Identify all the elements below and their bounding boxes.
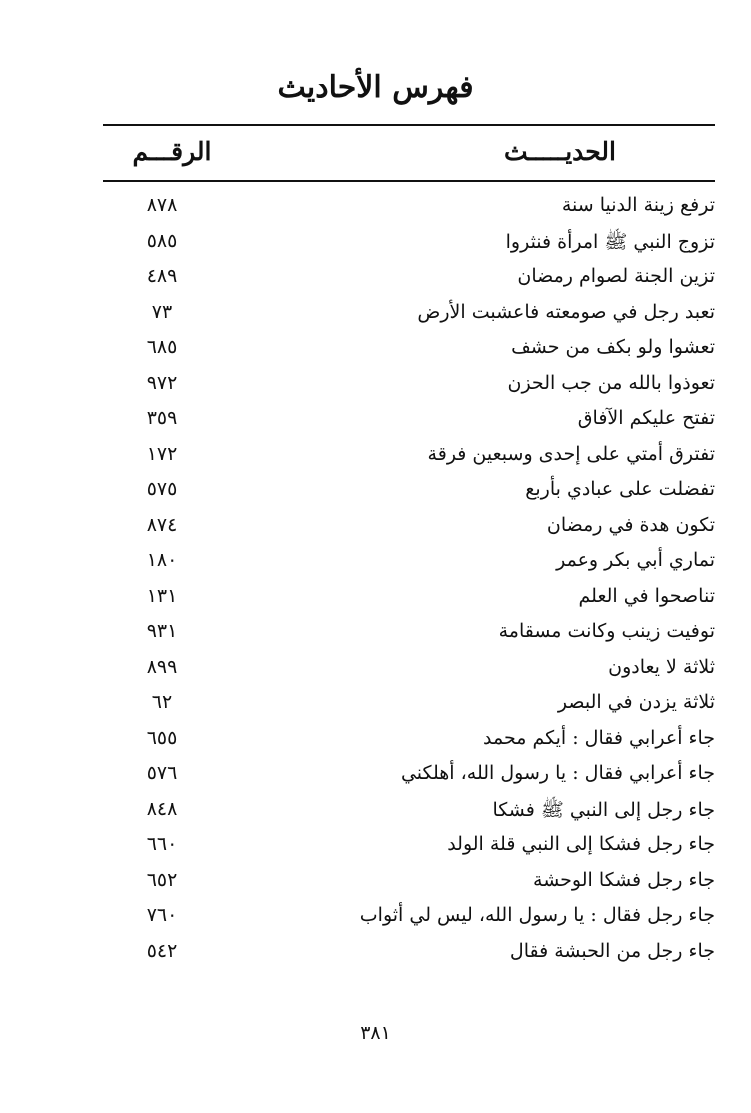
hadith-text: جاء رجل من الحبشة فقال <box>509 939 715 962</box>
hadith-number: ٦٨٥ <box>146 336 178 358</box>
list-item <box>0 190 751 226</box>
hadith-text: ترفع زينة الدنيا سنة <box>561 194 715 216</box>
hadith-text: جاء رجل فشكا الوحشة <box>533 868 715 891</box>
hadith-text: جاء أعرابي فقال : يا رسول الله، أهلكني <box>400 762 715 784</box>
list-item <box>0 581 751 617</box>
page-number: ٣٨١ <box>360 1022 391 1044</box>
list-item <box>0 616 751 652</box>
header-top-rule <box>103 124 715 126</box>
hadith-text: توفيت زينب وكانت مسقامة <box>498 620 715 642</box>
hadith-number: ١٨٠ <box>146 549 178 571</box>
hadith-text: جاء أعرابي فقال : أيكم محمد <box>483 726 715 749</box>
hadith-number: ٦٢ <box>151 691 173 713</box>
hadith-text: ثلاثة يزدن في البصر <box>557 691 715 713</box>
hadith-number: ١٣١ <box>146 584 178 607</box>
hadith-number: ٧٣ <box>151 300 173 323</box>
header-bottom-rule <box>103 180 715 182</box>
list-item <box>0 900 751 936</box>
hadith-number: ٥٤٢ <box>146 939 178 962</box>
list-item <box>0 687 751 723</box>
list-item <box>0 261 751 297</box>
list-item <box>0 439 751 475</box>
hadith-text: تفترق أمتي على إحدى وسبعين فرقة <box>427 442 715 465</box>
hadith-number: ١٧٢ <box>146 442 178 465</box>
hadith-text: تزوج النبي ﷺ امرأة فنثروا <box>505 230 715 253</box>
list-item <box>0 297 751 333</box>
hadith-number: ٣٥٩ <box>146 407 178 429</box>
hadith-number: ٨٤٨ <box>146 797 178 820</box>
list-item <box>0 368 751 404</box>
list-item <box>0 758 751 794</box>
hadith-number: ٤٨٩ <box>146 265 178 287</box>
hadith-number: ٦٥٢ <box>146 868 178 891</box>
list-item <box>0 545 751 581</box>
list-item <box>0 865 751 901</box>
hadith-number: ٦٦٠ <box>146 833 178 855</box>
hadith-number: ٨٧٤ <box>146 513 178 536</box>
list-item <box>0 332 751 368</box>
list-item <box>0 829 751 865</box>
hadith-text: تعوذوا بالله من جب الحزن <box>507 371 715 394</box>
hadith-text: ثلاثة لا يعادون <box>608 655 715 678</box>
hadith-text: تزين الجنة لصوام رمضان <box>517 265 715 287</box>
hadith-text: تناصحوا في العلم <box>578 584 715 607</box>
hadith-number: ٨٩٩ <box>146 655 178 678</box>
list-item <box>0 474 751 510</box>
hadith-number: ٥٧٥ <box>146 478 178 500</box>
column-header-hadith: الحديـــــث <box>504 137 616 166</box>
hadith-number: ٨٧٨ <box>146 194 178 216</box>
hadith-text: تماري أبي بكر وعمر <box>556 549 715 571</box>
list-item <box>0 403 751 439</box>
list-item <box>0 652 751 688</box>
hadith-text: تعشوا ولو بكف من حشف <box>511 336 715 358</box>
hadith-number: ٩٣١ <box>146 620 178 642</box>
hadith-text: تكون هدة في رمضان <box>546 513 715 536</box>
hadith-text: جاء رجل فشكا إلى النبي قلة الولد <box>447 833 715 855</box>
hadith-text: جاء رجل إلى النبي ﷺ فشكا <box>492 798 715 821</box>
list-item <box>0 723 751 759</box>
hadith-number: ٥٧٦ <box>146 762 178 784</box>
hadith-number: ٥٨٥ <box>146 229 178 252</box>
hadith-text: تفضلت على عبادي بأربع <box>525 478 715 500</box>
hadith-number: ٩٧٢ <box>146 371 178 394</box>
list-item <box>0 936 751 972</box>
column-header-number: الرقـــم <box>132 137 212 166</box>
hadith-index-list <box>0 190 751 971</box>
hadith-number: ٧٦٠ <box>146 904 178 926</box>
list-item <box>0 510 751 546</box>
hadith-number: ٦٥٥ <box>146 726 178 749</box>
list-item <box>0 226 751 262</box>
page-title: فهرس الأحاديث <box>277 70 474 105</box>
hadith-text: تعبد رجل في صومعته فاعشبت الأرض <box>417 300 715 323</box>
hadith-text: جاء رجل فقال : يا رسول الله، ليس لي أثواب <box>359 904 715 926</box>
list-item <box>0 794 751 830</box>
hadith-text: تفتح عليكم الآفاق <box>577 407 715 429</box>
